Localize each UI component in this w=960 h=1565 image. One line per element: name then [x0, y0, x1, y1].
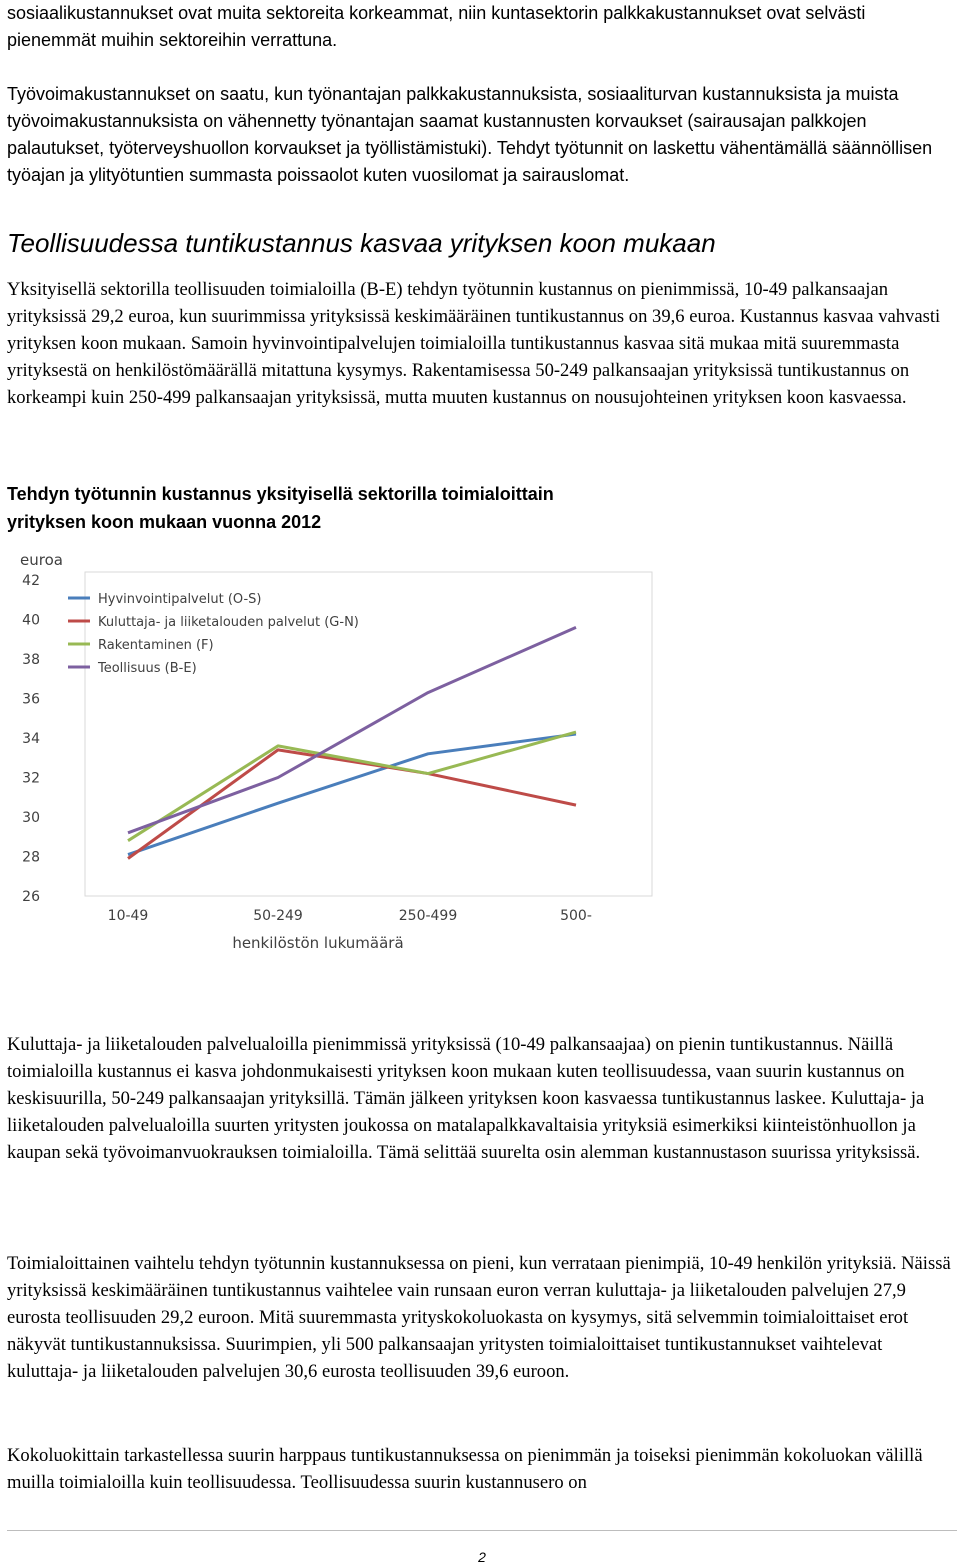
y-tick-label: 38 — [22, 652, 40, 668]
chart-title-line2: yrityksen koon mukaan vuonna 2012 — [7, 512, 322, 532]
y-tick-label: 36 — [22, 691, 40, 708]
x-axis-label: henkilöstön lukumäärä — [232, 934, 404, 952]
series-line — [128, 627, 576, 832]
legend-label: Teollisuus (B-E) — [98, 661, 197, 676]
legend-label: Kuluttaja- ja liiketalouden palvelut (G-N) — [98, 615, 359, 630]
intro-paragraph: sosiaalikustannukset ovat muita sektoreita korkeammat, niin kuntasektorin palkkakustannukset ovat selvästi pienemmät muihin sektoreihin verrattuna. — [7, 3, 866, 50]
legend-label: Rakentaminen (F) — [98, 638, 214, 653]
chart-title — [7, 480, 707, 536]
x-tick-label: 250-499 — [398, 908, 458, 924]
section-paragraph: Yksityisellä sektorilla teollisuuden toimialoilla (B-E) tehdyn työtunnin kustannus on pienimmissä, 10-49 palkansaajan yrityksissä 29,2 euroa, kun suurimmissa yrityksissä keskimääräinen tuntikustannus on 39,6 euroa. Kustannus kasvaa vahvasti yrityksen koon mukaan. Samoin hyvinvointipalvelujen toimialoilla tuntikustannus kasvaa sitä mukaa mitä suuremmasta yrityksestä on henkilöstömäärällä mitattuna kysymys. Rakentamisessa 50-249 palkansaajan yrityksissä tuntikustannus on korkeampi kuin 250-499 palkansaajan yrityksissä, mutta muuten kustannus on nousujohteinen yrityksen koon kasvaessa. — [7, 279, 941, 408]
page-number: 2 — [478, 1549, 486, 1565]
y-tick-label: 30 — [22, 810, 40, 826]
y-axis-label: euroa — [20, 551, 63, 569]
chart-title-line1: Tehdyn työtunnin kustannus yksityisellä sektorilla toimialoittain — [7, 484, 554, 504]
footer-divider — [7, 1530, 957, 1531]
x-tick-label: 50-249 — [253, 908, 303, 924]
y-tick-label: 26 — [22, 889, 40, 905]
series-line — [128, 750, 576, 859]
x-tick-label: 10-49 — [107, 908, 149, 924]
section-heading: Teollisuudessa tuntikustannus kasvaa yrityksen koon mukaan — [7, 228, 716, 258]
y-tick-label: 34 — [22, 731, 40, 747]
series-line — [128, 732, 576, 841]
paragraph-after-chart-2: Toimialoittainen vaihtelu tehdyn työtunnin kustannuksessa on pieni, kun verrataan pienimpiä, 10-49 henkilön yrityksiä. Näissä yrityksissä keskimääräinen tuntikustannus vaihtelee vain runsaan euron verran kuluttaja- ja liiketalouden palvelujen 27,9 eurosta teollisuuden 29,2 euroon. Mitä suuremmasta yrityskokoluokasta on kysymys, sitä selvemmin toimialoittaiset erot näkyvät tuntikustannuksissa. Suurimpien, yli 500 palkansaajan yritysten toimialoittaiset tuntikustannukset vaihtelevat kuluttaja- ja liiketalouden palvelujen 30,6 eurosta teollisuuden 39,6 euroon. — [7, 1253, 951, 1382]
paragraph-after-chart-3: Kokoluokittain tarkastellessa suurin harppaus tuntikustannuksessa on pienimmän ja toiseksi pienimmän kokoluokan välillä muilla toimialoilla kuin teollisuudessa. Teollisuudessa suurin kustannusero on — [7, 1445, 923, 1493]
y-tick-label: 40 — [22, 612, 40, 629]
y-tick-label: 32 — [22, 770, 40, 787]
y-tick-label: 42 — [22, 573, 40, 589]
paragraph-after-chart-1: Kuluttaja- ja liiketalouden palvelualoilla pienimmissä yrityksissä (10-49 palkansaajaa) on pienin tuntikustannus. Näillä toimialoilla kustannus ei kasva johdonmukaisesti yrityksen koon mukaan kuten teollisuudessa, vaan suurin kustannus on keskisuurilla, 50-249 palkansaajan yrityksillä. Tämän jälkeen yrityksen koon kasvaessa tuntikustannus laskee. Kuluttaja- ja liiketalouden palvelualoilla suurten yritysten joukossa on matalapalkkavaltaisia yrityksiä esimerkiksi kiinteistönhuollon ja kaupan sekä työvoimanvuokrauksen toimialoilla. Tämä selittää suurelta osin alemman kustannustason suurissa yrityksissä. — [7, 1034, 925, 1163]
line-chart — [0, 540, 700, 960]
legend-label: Hyvinvointipalvelut (O-S) — [98, 592, 262, 607]
definition-paragraph: Työvoimakustannukset on saatu, kun työnantajan palkkakustannuksista, sosiaaliturvan kustannuksista ja muista työvoimakustannuksista on vähennetty työnantajan saamat kustannusten korvaukset (sairausajan palkkojen palautukset, työterveyshuollon korvaukset ja työllistämistuki). Tehdyt työtunnit on laskettu vähentämällä säännöllisen työajan ja ylityötuntien summasta poissaolot kuten vuosilomat ja sairauslomat. — [7, 84, 933, 185]
x-tick-label: 500- — [560, 908, 592, 924]
y-tick-label: 28 — [22, 849, 40, 866]
